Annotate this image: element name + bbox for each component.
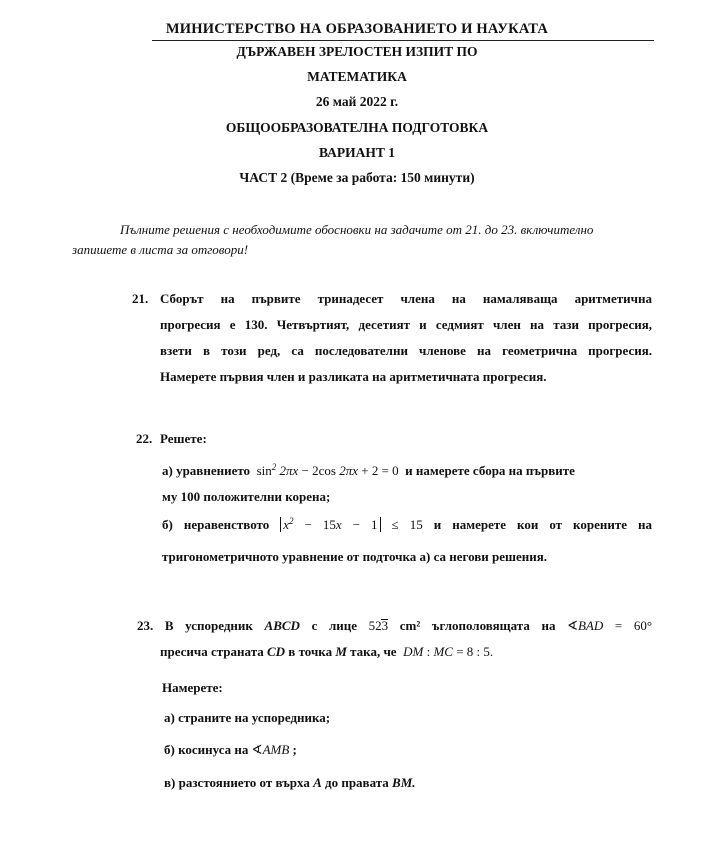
task-23-l2-a: пресича страната bbox=[160, 644, 264, 659]
task-23-vertex-a: A bbox=[313, 775, 322, 790]
exam-title: ДЪРЖАВЕН ЗРЕЛОСТЕН ИЗПИТ ПО bbox=[236, 44, 478, 59]
task-22a-line-1 bbox=[162, 463, 575, 479]
angle-amb: ∢AMB bbox=[251, 742, 290, 757]
task-23-line-1 bbox=[137, 618, 652, 634]
task-23-item-c bbox=[164, 775, 416, 791]
task-21-number: 21. bbox=[132, 291, 149, 306]
task-23-item-c-prefix: в) разстоянието от върха bbox=[164, 775, 310, 790]
task-23-item-a: а) страните на успоредника; bbox=[164, 710, 331, 725]
task-22b-line-1 bbox=[162, 517, 652, 533]
subject-title: МАТЕМАТИКА bbox=[307, 69, 407, 84]
task-23-l1-c: с лице bbox=[311, 618, 357, 633]
equation-trig: $\sin^2 2\pi x - 2\cos$ 2πx + 2 = 0 bbox=[256, 462, 399, 478]
task-23-cd: CD bbox=[266, 644, 286, 659]
task-23-l1-d: ъглополовящата на bbox=[431, 618, 556, 633]
part-title: ЧАСТ 2 (Време за работа: 150 минути) bbox=[239, 170, 475, 185]
task-21-line-4: Намерете първия член и разликата на аритметичната прогресия. bbox=[160, 369, 547, 384]
track-title: ОБЩООБРАЗОВАТЕЛНА ПОДГОТОВКА bbox=[225, 120, 489, 135]
task-23-abcd: ABCD bbox=[264, 618, 300, 633]
area-value: 523 bbox=[368, 618, 389, 633]
area-unit: cm² bbox=[399, 618, 421, 633]
task-23-number: 23. bbox=[137, 618, 154, 633]
exam-date: 26 май 2022 г. bbox=[315, 94, 399, 109]
header-divider bbox=[152, 40, 654, 41]
task-22b-prefix: б) неравенството bbox=[162, 517, 270, 532]
task-21-line-1: Сборът на първите тринадесет члена на намаляваща аритметична bbox=[160, 291, 652, 306]
ratio-dm-mc: DM : MC = 8 : 5. bbox=[399, 644, 494, 659]
task-22a-suffix: и намерете сбора на първите bbox=[405, 463, 575, 478]
task-23-find: Намерете: bbox=[162, 680, 223, 695]
task-23-m: M bbox=[335, 644, 347, 659]
task-23-l2-c: в точка bbox=[288, 644, 333, 659]
task-22a-prefix: а) уравнението bbox=[162, 463, 251, 478]
task-23-item-b-text: б) косинуса на bbox=[164, 742, 249, 757]
task-21-line-2: прогресия е 130. Четвъртият, десетият и седмият член на тази прогресия, bbox=[160, 317, 652, 332]
task-22-title: Решете: bbox=[160, 431, 207, 446]
task-22a-line-2: му 100 положителни корена; bbox=[162, 489, 331, 504]
instructions-line-2: запишете в листа за отговори! bbox=[72, 242, 249, 257]
instructions bbox=[72, 220, 652, 260]
variant-title: ВАРИАНТ 1 bbox=[318, 145, 396, 160]
instructions-line-1: Пълните решения с необходимите обосновки на задачите от 21. до 23. включително bbox=[120, 222, 594, 237]
angle-bad: ∢BAD = 60° bbox=[567, 618, 653, 633]
task-23-l2-e: така, че bbox=[350, 644, 397, 659]
task-23-line-2 bbox=[160, 644, 493, 660]
ministry-title: МИНИСТЕРСТВО НА ОБРАЗОВАНИЕТО И НАУКАТА bbox=[165, 21, 549, 37]
task-23-item-c-mid: до правата bbox=[325, 775, 389, 790]
task-23-l1-a: В успоредник bbox=[164, 618, 253, 633]
task-22b-line-2: тригонометричното уравнение от подточка а) са негови решения. bbox=[162, 549, 548, 564]
task-22b-suffix: и намерете кои от корените на bbox=[433, 517, 652, 532]
task-23-item-b: б) косинуса на ∢AMB ; bbox=[164, 742, 297, 757]
task-21-line-3: взети в този ред, са последователни членове на геометрична прогресия. bbox=[160, 343, 652, 358]
task-22-number: 22. bbox=[136, 431, 153, 446]
task-23-line-bm: BM. bbox=[392, 775, 416, 790]
inequality-abs: $x^2 - 15x - 1 \le 15$ bbox=[280, 517, 422, 532]
